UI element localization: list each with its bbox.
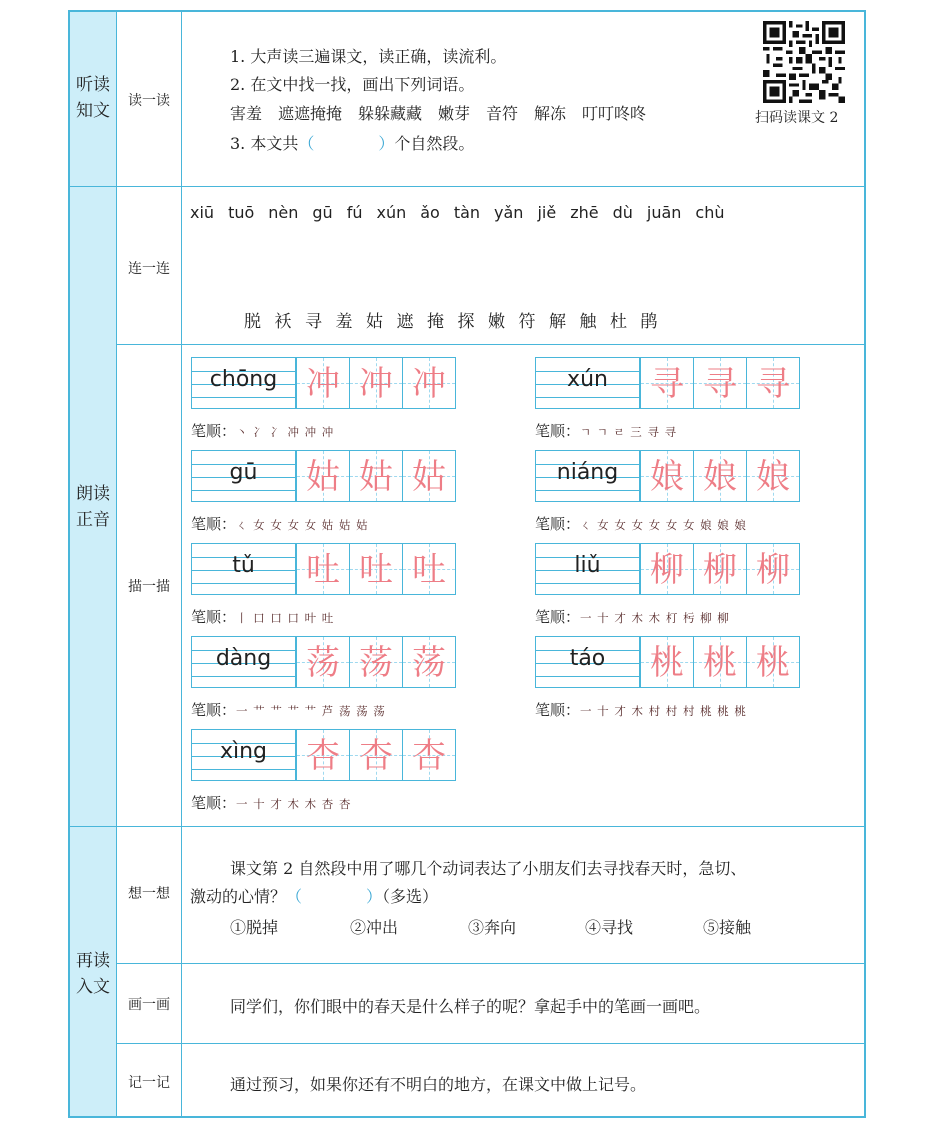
- connect-pinyin-row: [190, 203, 738, 222]
- trace-character: 吐: [412, 550, 446, 590]
- think-option[interactable]: ①脱掉: [230, 918, 279, 937]
- trace-item: [535, 450, 801, 504]
- section-label-listen: 听读 知文: [76, 75, 110, 121]
- trace-character: 柳: [756, 550, 790, 590]
- note-instruction: 通过预习，如果你还有不明白的地方，在课文中做上记号。: [230, 1075, 647, 1094]
- trace-pinyin: xìng: [219, 739, 268, 764]
- sublabel-read: 读一读: [128, 93, 170, 109]
- trace-character: 荡: [412, 643, 446, 683]
- read-word-list: 害羞 遮遮掩掩 躲躲藏藏 嫩芽 音符 解冻 叮叮咚咚: [230, 104, 647, 123]
- think-option[interactable]: ⑤接触: [703, 918, 752, 937]
- trace-character: 柳: [703, 550, 737, 590]
- stroke-order-line: [191, 606, 334, 627]
- trace-cell[interactable]: [640, 543, 694, 595]
- sublabel-think: 想一想: [128, 886, 170, 902]
- connect-pinyin-item[interactable]: jiě: [537, 203, 557, 222]
- stroke-order-label: 笔顺：: [535, 422, 581, 440]
- section-label-reread: 再读 入文: [76, 951, 110, 997]
- connect-hanzi-item[interactable]: 杜: [610, 312, 627, 332]
- trace-cell[interactable]: [693, 543, 747, 595]
- connect-pinyin-item[interactable]: tàn: [453, 203, 481, 222]
- trace-pinyin: chōng: [209, 367, 278, 392]
- stroke-order-sequence: 一 十 才 木 村 村 村 桃 桃 桃: [580, 704, 747, 718]
- trace-character: 冲: [412, 364, 446, 404]
- connect-pinyin-item[interactable]: zhē: [570, 203, 599, 222]
- think-question-note: （多选）: [382, 887, 439, 906]
- connect-hanzi-item[interactable]: 探: [457, 312, 475, 332]
- trace-character: 桃: [703, 643, 737, 683]
- stroke-order-line: [191, 420, 334, 441]
- trace-cell[interactable]: [640, 450, 694, 502]
- sublabel-draw: 画一画: [128, 997, 170, 1013]
- think-option[interactable]: ②冲出: [350, 918, 399, 937]
- think-question-line1: 课文第 2 自然段中用了哪几个动词表达了小朋友们去寻找春天时，急切、: [230, 859, 747, 878]
- trace-character: 姑: [306, 457, 340, 497]
- trace-character: 杏: [306, 736, 340, 776]
- trace-character: 桃: [756, 643, 790, 683]
- trace-cell[interactable]: [349, 729, 403, 781]
- trace-cell[interactable]: [349, 543, 403, 595]
- connect-pinyin-item[interactable]: nèn: [268, 203, 299, 222]
- connect-hanzi-item[interactable]: 寻: [305, 312, 322, 332]
- trace-pinyin: liǔ: [574, 553, 601, 578]
- trace-character: 冲: [359, 364, 393, 404]
- connect-pinyin-item[interactable]: tuō: [228, 203, 255, 222]
- trace-character: 娘: [756, 457, 790, 497]
- trace-character: 寻: [756, 364, 790, 404]
- section-label-read-aloud: 朗读 正音: [76, 484, 110, 530]
- connect-hanzi-item[interactable]: 袄: [274, 312, 292, 332]
- trace-cell[interactable]: [296, 357, 350, 409]
- trace-character: 杏: [359, 736, 393, 776]
- stroke-order-label: 笔顺：: [191, 515, 237, 533]
- read-task-3: [230, 131, 474, 154]
- trace-character: 寻: [703, 364, 737, 404]
- trace-cell[interactable]: [402, 543, 456, 595]
- connect-hanzi-row: [244, 307, 671, 332]
- stroke-order-label: 笔顺：: [191, 701, 237, 719]
- trace-cell[interactable]: [402, 450, 456, 502]
- trace-cell[interactable]: [349, 450, 403, 502]
- stroke-order-label: 笔顺：: [535, 515, 581, 533]
- trace-cell[interactable]: [693, 450, 747, 502]
- stroke-order-sequence: 一 十 才 木 木 朾 杇 柳 柳: [580, 611, 730, 625]
- read-task-2: 2. 在文中找一找，画出下列词语。: [230, 75, 475, 94]
- trace-cell[interactable]: [296, 729, 350, 781]
- trace-item: [191, 450, 457, 504]
- trace-pinyin: tǔ: [232, 553, 255, 578]
- trace-cell[interactable]: [402, 636, 456, 688]
- answer-blank[interactable]: （ ）: [298, 134, 395, 153]
- trace-cell[interactable]: [640, 357, 694, 409]
- trace-character: 杏: [412, 736, 446, 776]
- stroke-order-sequence: 一 艹 艹 艹 艹 芦 荡 荡 荡: [236, 704, 386, 718]
- stroke-order-label: 笔顺：: [535, 608, 581, 626]
- trace-cell[interactable]: [693, 636, 747, 688]
- trace-cell[interactable]: [640, 636, 694, 688]
- connect-hanzi-item[interactable]: 符: [518, 312, 536, 332]
- trace-character: 姑: [412, 457, 446, 497]
- trace-character: 吐: [306, 550, 340, 590]
- stroke-order-sequence: 丨 口 口 口 叶 吐: [236, 611, 335, 625]
- trace-item: [535, 543, 801, 597]
- stroke-order-line: [535, 606, 730, 627]
- trace-pinyin: niáng: [556, 460, 619, 485]
- section-divider: [70, 826, 866, 827]
- qr-code-icon[interactable]: [763, 21, 845, 103]
- connect-pinyin-item[interactable]: gū: [312, 203, 333, 222]
- read-task-3-prefix: 3. 本文共: [230, 134, 299, 153]
- subsection-divider: [116, 963, 866, 964]
- qr-caption: 扫码读课文 2: [755, 110, 839, 126]
- trace-item: [191, 357, 457, 411]
- trace-cell[interactable]: [402, 357, 456, 409]
- think-option[interactable]: ④寻找: [585, 918, 634, 937]
- sublabel-trace: 描一描: [128, 579, 170, 595]
- trace-character: 娘: [650, 457, 684, 497]
- trace-cell[interactable]: [349, 636, 403, 688]
- trace-item: [191, 543, 457, 597]
- subsection-divider: [116, 1043, 866, 1044]
- trace-character: 姑: [359, 457, 393, 497]
- trace-character: 柳: [650, 550, 684, 590]
- subsection-divider: [116, 344, 866, 345]
- trace-cell[interactable]: [402, 729, 456, 781]
- connect-pinyin-item[interactable]: fú: [346, 203, 363, 222]
- connect-hanzi-item[interactable]: 姑: [366, 312, 383, 332]
- answer-blank[interactable]: （ ）: [286, 887, 383, 906]
- trace-cell[interactable]: [746, 450, 800, 502]
- connect-hanzi-item[interactable]: 嫩: [488, 312, 505, 332]
- connect-hanzi-item[interactable]: 解: [549, 312, 566, 332]
- trace-cell[interactable]: [349, 357, 403, 409]
- connect-pinyin-item[interactable]: yǎn: [494, 203, 524, 222]
- trace-cell[interactable]: [296, 636, 350, 688]
- trace-cell[interactable]: [746, 357, 800, 409]
- connect-hanzi-item[interactable]: 触: [579, 312, 597, 332]
- trace-character: 寻: [650, 364, 684, 404]
- connect-hanzi-item[interactable]: 掩: [427, 312, 444, 332]
- connect-hanzi-item[interactable]: 鹃: [640, 312, 658, 332]
- connect-hanzi-item[interactable]: 羞: [335, 312, 353, 332]
- trace-pinyin: dàng: [215, 646, 272, 671]
- trace-item: [535, 357, 801, 411]
- column-divider: [116, 12, 117, 1116]
- stroke-order-sequence: ㄑ 女 女 女 女 女 女 娘 娘 娘: [580, 518, 747, 532]
- trace-item: [191, 729, 457, 783]
- stroke-order-label: 笔顺：: [191, 608, 237, 626]
- stroke-order-line: [535, 513, 747, 534]
- think-question-line2: [190, 884, 438, 907]
- trace-character: 荡: [359, 643, 393, 683]
- section-divider: [70, 186, 866, 187]
- draw-instruction: 同学们，你们眼中的春天是什么样子的呢？拿起手中的笔画一画吧。: [230, 997, 711, 1016]
- connect-hanzi-item[interactable]: 脱: [244, 312, 261, 332]
- read-task-3-suffix: 个自然段。: [394, 134, 475, 153]
- trace-character: 娘: [703, 457, 737, 497]
- sublabel-connect: 连一连: [128, 261, 170, 277]
- connect-pinyin-item[interactable]: dù: [612, 203, 633, 222]
- stroke-order-sequence: ㄱ ㄱ ㄹ 三 寻 寻: [580, 425, 678, 439]
- trace-character: 冲: [306, 364, 340, 404]
- trace-cell[interactable]: [296, 450, 350, 502]
- trace-pinyin: xún: [567, 367, 608, 392]
- trace-item: [191, 636, 457, 690]
- trace-cell[interactable]: [746, 636, 800, 688]
- stroke-order-sequence: 一 十 才 木 木 杏 杏: [236, 797, 352, 811]
- stroke-order-line: [191, 792, 351, 813]
- trace-pinyin: táo: [569, 646, 606, 671]
- trace-character: 荡: [306, 643, 340, 683]
- stroke-order-line: [191, 513, 369, 534]
- stroke-order-line: [535, 420, 677, 441]
- think-option[interactable]: ③奔向: [468, 918, 517, 937]
- stroke-order-label: 笔顺：: [535, 701, 581, 719]
- stroke-order-label: 笔顺：: [191, 422, 237, 440]
- column-divider: [181, 12, 182, 1116]
- stroke-order-sequence: ㄑ 女 女 女 女 姑 姑 姑: [236, 518, 369, 532]
- trace-item: [535, 636, 801, 690]
- think-question-prefix: 激动的心情？: [190, 887, 287, 906]
- trace-character: 吐: [359, 550, 393, 590]
- trace-pinyin: gū: [229, 460, 258, 485]
- stroke-order-sequence: 丶 冫 冫 冲 冲 冲: [236, 425, 335, 439]
- connect-pinyin-item[interactable]: xiū: [190, 203, 215, 222]
- trace-cell[interactable]: [746, 543, 800, 595]
- read-task-1: 1. 大声读三遍课文，读正确，读流利。: [230, 47, 507, 66]
- connect-pinyin-item[interactable]: ǎo: [420, 203, 440, 222]
- trace-character: 桃: [650, 643, 684, 683]
- stroke-order-label: 笔顺：: [191, 794, 237, 812]
- sublabel-note: 记一记: [128, 1075, 170, 1091]
- connect-pinyin-item[interactable]: juān: [646, 203, 682, 222]
- trace-cell[interactable]: [693, 357, 747, 409]
- trace-cell[interactable]: [296, 543, 350, 595]
- connect-hanzi-item[interactable]: 遮: [396, 312, 414, 332]
- stroke-order-line: [191, 699, 386, 720]
- stroke-order-line: [535, 699, 747, 720]
- connect-pinyin-item[interactable]: xún: [376, 203, 407, 222]
- connect-pinyin-item[interactable]: chù: [695, 203, 725, 222]
